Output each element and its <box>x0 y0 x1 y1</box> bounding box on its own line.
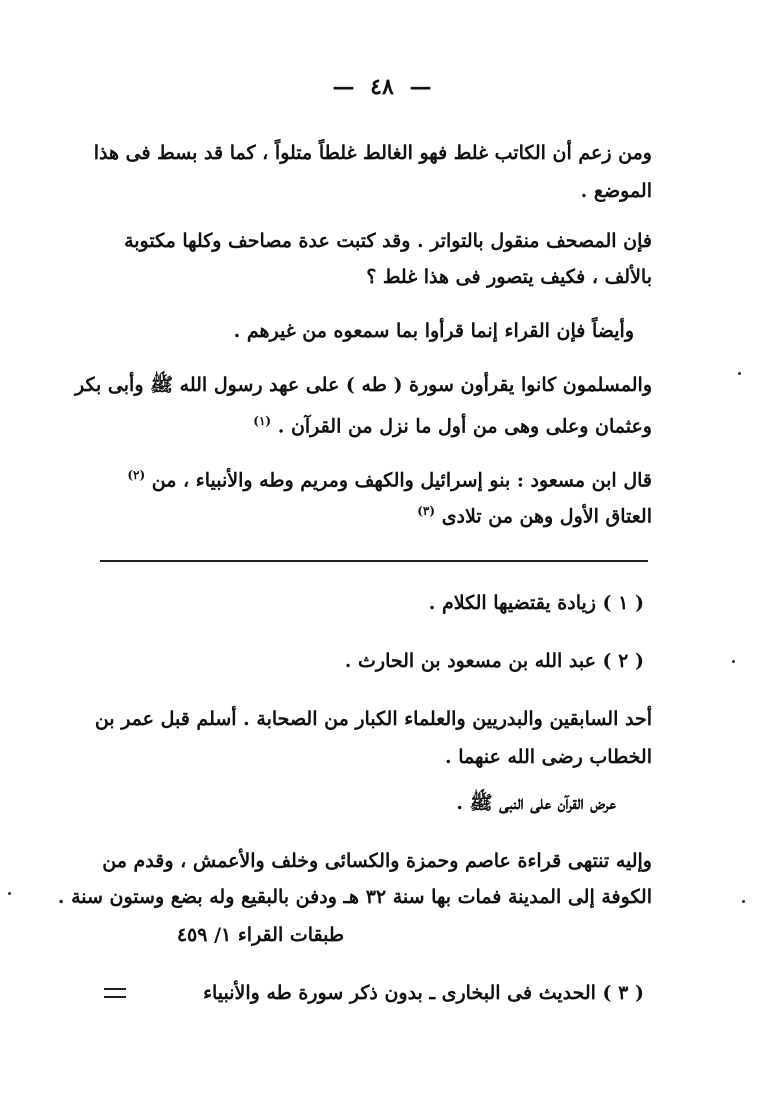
footnote-line: الكوفة إلى المدينة فمات بها سنة ٣٢ هـ ودفن بالبقيع وله بضع وستون سنة . <box>57 886 652 908</box>
body-line: والمسلمون كانوا يقرأون سورة ( طه ) على عهد رسول الله ﷺ وأبى بكر <box>75 374 652 396</box>
body-text: العتاق الأول وهن من تلادى <box>441 505 652 528</box>
page-number: ٤٨ <box>370 74 394 100</box>
footnote-ref: (٣) <box>417 504 436 518</box>
footnote-ref: (١) <box>253 414 272 428</box>
scan-speck <box>738 372 741 375</box>
header-dash-left: — <box>332 74 355 100</box>
body-line <box>253 408 652 439</box>
footnote-line: ( ١ ) زيادة يقتضيها الكلام . <box>428 592 644 614</box>
footnote-separator <box>100 560 648 562</box>
body-line <box>417 498 652 529</box>
scan-speck <box>732 660 735 663</box>
footnote-line: طبقات القراء ١/ ٤٥٩ <box>176 924 344 946</box>
page-header <box>0 74 764 100</box>
body-line: وأيضاً فإن القراء إنما قرأوا بما سمعوه من غيرهم . <box>233 320 634 342</box>
footnote-ref: (٢) <box>127 468 146 482</box>
scan-speck <box>742 900 745 903</box>
body-line: فإن المصحف منقول بالتواتر . وقد كتبت عدة مصاحف وكلها مكتوبة <box>124 230 652 252</box>
body-line: ومن زعم أن الكاتب غلط فهو الغالط غلطاً متلواً ، كما قد بسط فى هذا <box>93 142 652 164</box>
footnote-line: ( ٣ ) الحديث فى البخارى ـ بدون ذكر سورة طه والأنبياء <box>203 982 644 1004</box>
footnote-line: ( ٢ ) عبد الله بن مسعود بن الحارث . <box>344 650 644 672</box>
body-text: قال ابن مسعود : بنو إسرائيل والكهف ومريم وطه والأنبياء ، من <box>151 469 652 492</box>
footnote-line: عرض القرآن على النبى ﷺ . <box>456 792 616 814</box>
body-line <box>127 462 652 493</box>
footnote-line: الخطاب رضى الله عنهما . <box>445 746 652 768</box>
footnote-line: وإليه تنتهى قراءة عاصم وحمزة والكسائى وخلف والأعمش ، وقدم من <box>102 850 652 872</box>
body-line: الموضع . <box>580 180 652 202</box>
footnote-line: أحد السابقين والبدريين والعلماء الكبار من الصحابة . أسلم قبل عمر بن <box>94 708 652 730</box>
scan-speck <box>8 892 11 895</box>
body-line: بالألف ، فكيف يتصور فى هذا غلط ؟ <box>366 266 652 288</box>
header-dash-right: — <box>409 74 432 100</box>
end-mark <box>104 988 126 998</box>
body-text: وعثمان وعلى وهى من أول ما نزل من القرآن . <box>277 415 652 438</box>
